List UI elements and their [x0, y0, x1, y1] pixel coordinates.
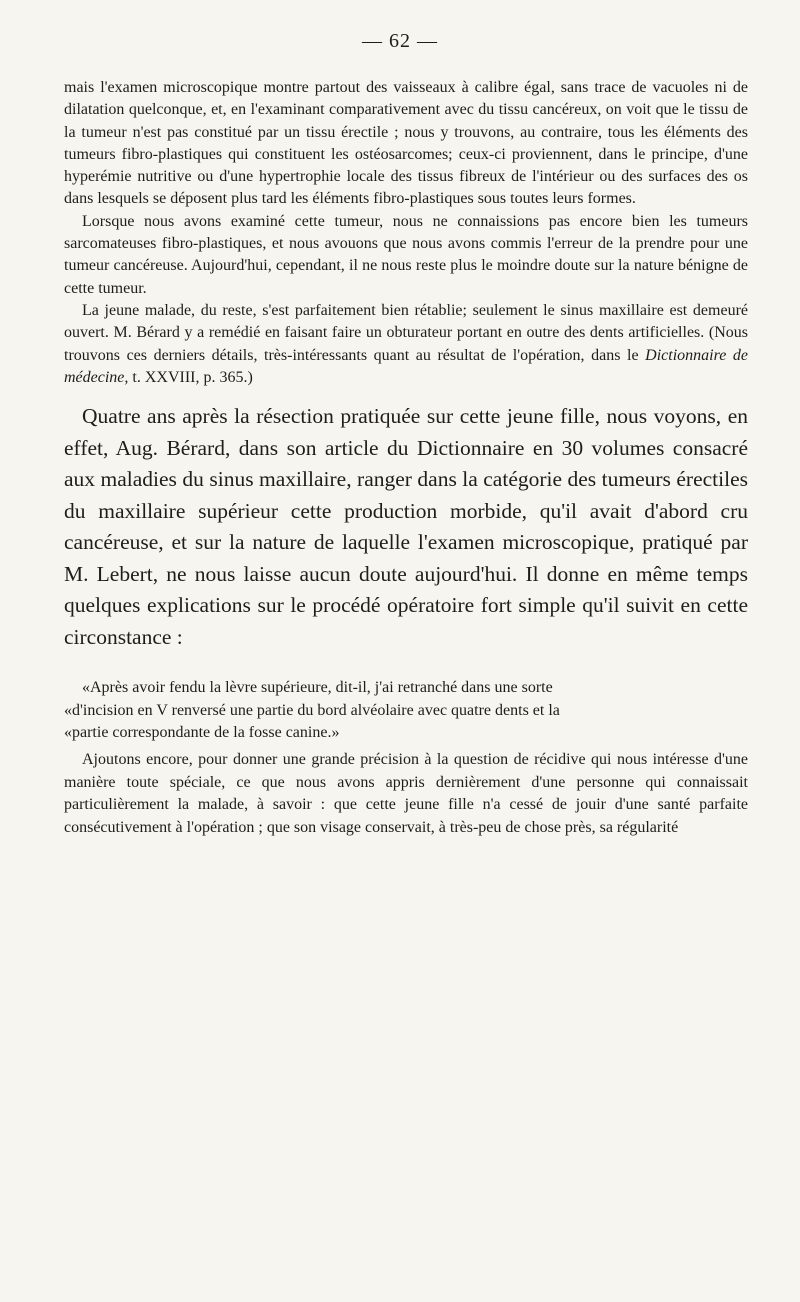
- paragraph-recovery: [64, 300, 748, 389]
- page-body: [64, 77, 748, 839]
- quote-line-2: «d'incision en V renversé une partie du bord alvéolaire avec quatre dents et la: [64, 701, 560, 719]
- dictionary-title: Dictionnaire de médecine,: [64, 346, 748, 386]
- page-number: — 62 —: [362, 30, 438, 52]
- quote-line-3: «partie correspondante de la fosse canine.»: [64, 724, 340, 742]
- quote-section: [64, 677, 748, 839]
- recovery-text-start: La jeune malade, du reste, s'est parfaitement bien rétablie; seulement le sinus maxillaire est demeuré ouvert. M. Bérard y a remédié en faisant faire un obturateur portant en outre des dents artificielles. (Nous trouvons ces derniers détails, très-intéressants quant au résultat de l'opération, dans le: [64, 301, 748, 364]
- paragraph-berard-article: Quatre ans après la résection pratiquée sur cette jeune fille, nous voyons, en effet, Aug. Bérard, dans son article du Dictionnaire en 30 volumes consacré aux maladies du sinus maxillaire, ranger dans la catégorie des tumeurs érectiles du maxillaire supérieur cette production morbide, qu'il avait d'abord cru cancéreuse, et sur la nature de laquelle l'examen microscopique, pratiqué par M. Lebert, ne nous laisse aucun doute aujourd'hui. Il donne en même temps quelques explications sur le procédé opératoire fort simple qu'il suivit en cette circonstance :: [64, 404, 748, 649]
- recovery-text-end: t. XXVIII, p. 365.): [128, 368, 253, 386]
- small-print-section: [64, 77, 748, 389]
- quote-line-1: «Après avoir fendu la lèvre supérieure, dit-il, j'ai retranché dans une sorte: [82, 679, 553, 697]
- large-print-section: [64, 401, 748, 653]
- paragraph-microscopic-exam: mais l'examen microscopique montre partout des vaisseaux à calibre égal, sans trace de vacuoles ni de dilatation quelconque, et, en l'examinant comparativement avec du tissu cancéreux, on voit que le tissu de la tumeur n'est pas constitué par un tissu érectile ; nous y trouvons, au contraire, tous les éléments des tumeurs fibro-plastiques qui constituent les ostéosarcomes; ceux-ci proviennent, dans le principe, d'une hyperémie nutritive ou d'une hypertrophie locale des tissus fibreux de l'intérieur ou des surfaces des os dans lesquels se déposent plus tard les éléments fibro-plastiques sous toutes leurs formes.: [64, 79, 748, 208]
- paragraph-recurrence: Ajoutons encore, pour donner une grande précision à la question de récidive qui nous intéresse d'une manière toute spéciale, ce que nous avons appris dernièrement d'une personne qui connaissait particulièrement la malade, à savoir : que cette jeune fille n'a cessé de jouir d'une santé parfaite consécutivement à l'opération ; que son visage conservait, à très-peu de chose près, sa régularité: [64, 750, 748, 836]
- paragraph-error-admission: Lorsque nous avons examiné cette tumeur, nous ne connaissions pas encore bien les tumeurs sarcomateuses fibro-plastiques, et nous avouons que nous avons commis l'erreur de la prendre pour une tumeur cancéreuse. Aujourd'hui, cependant, il ne nous reste plus le moindre doute sur la nature bénigne de cette tumeur.: [64, 212, 748, 297]
